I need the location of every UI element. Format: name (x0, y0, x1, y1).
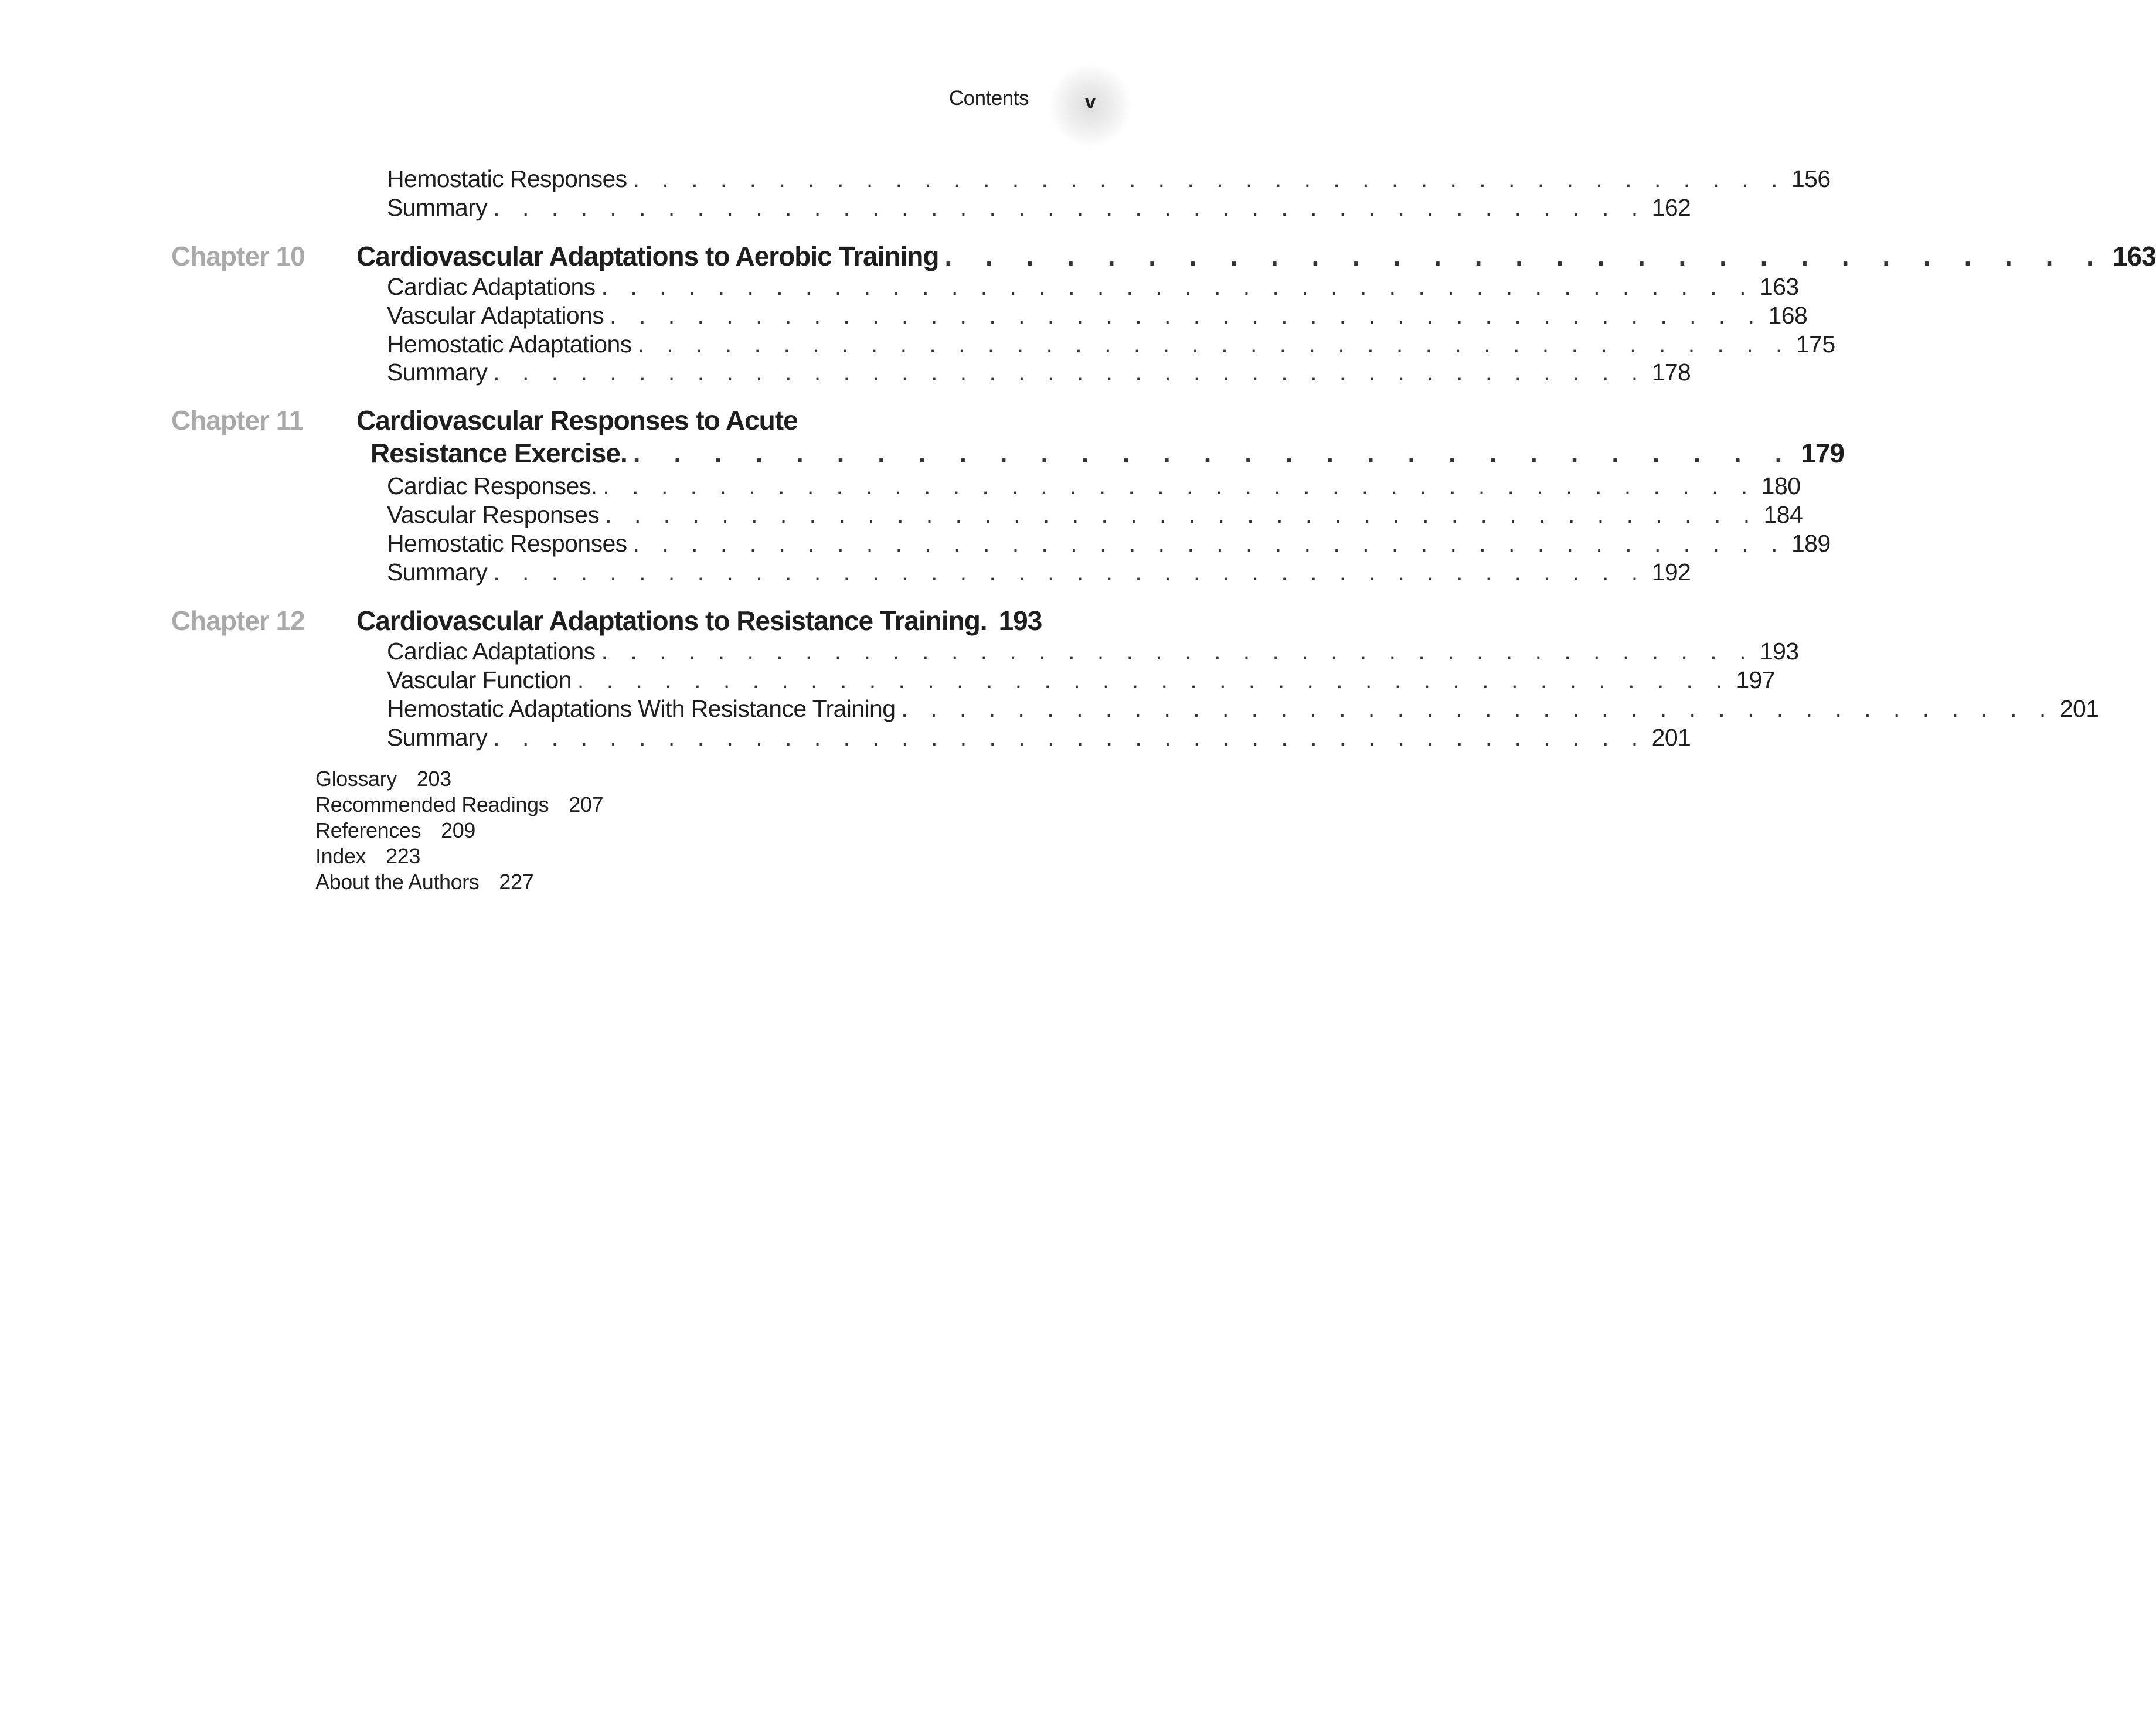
toc-entry-section[interactable] (387, 302, 1808, 329)
dot-leader: . . . . . . . . . . . . . . . . . . . . . . . . . . . . . . . . . . . . . . . . (901, 695, 2054, 722)
chapter-number: Chapter 10 (171, 241, 305, 271)
entry-page: 184 (1763, 501, 1803, 528)
entry-title: Cardiac Adaptations (387, 638, 596, 665)
dot-leader: . . . . . . . . . . . . . . . . . . . . . . . . . . . . . . . . . . . . . . . . (632, 530, 1786, 557)
entry-title: References (315, 818, 421, 842)
toc-entry-section[interactable] (387, 501, 1803, 529)
entry-title: Cardiac Adaptations (387, 273, 596, 300)
chapter-title: Cardiovascular Adaptations to Resistance Training. (356, 605, 987, 636)
entry-title: Summary (387, 559, 488, 586)
toc-entry-section[interactable] (387, 359, 1691, 386)
entry-title: Cardiac Responses. (387, 472, 597, 499)
entry-page: 189 (1791, 530, 1831, 557)
dot-leader: . . . . . . . . . . . . . . . . . . . . . . . . . . . . . . . . . . . . . . . . (637, 331, 1790, 358)
chapter-title-line-1[interactable]: Cardiovascular Responses to Acute (356, 405, 798, 435)
dot-leader: . . . . . . . . . . . . . . . . . . . . . . . . . . . . . . . . . . . . . . . . (605, 501, 1758, 528)
entry-title: About the Authors (315, 870, 480, 894)
back-matter-entry[interactable] (315, 767, 451, 791)
entry-page: 192 (1651, 559, 1691, 586)
toc-entry-section[interactable] (387, 724, 1691, 751)
back-matter-entry[interactable] (315, 870, 533, 894)
chapter-page: 163 (2112, 241, 2156, 271)
entry-page: 209 (441, 818, 475, 842)
back-matter-entry[interactable] (315, 818, 475, 843)
toc-entry-section[interactable] (387, 472, 1801, 500)
dot-leader: . . . . . . . . . . . . . . . . . . . . . . . . . . . . . . . . . . . . . . . . (493, 724, 1646, 751)
toc-entry-chapter[interactable] (356, 240, 2156, 272)
chapter-number: Chapter 12 (171, 605, 305, 636)
entry-title: Summary (387, 194, 488, 221)
dot-leader: . . . . . . . . . . . . . . . . . . . . . . . . . . . . . (632, 438, 1795, 468)
entry-title: Index (315, 844, 366, 868)
dot-leader: . . . . . . . . . . . . . . . . . . . . . . . . . . . . . (944, 241, 2107, 271)
entry-title: Vascular Adaptations (387, 302, 604, 329)
toc-entry-section[interactable] (387, 695, 2099, 723)
toc-entry-section[interactable] (387, 666, 1775, 694)
entry-page: 197 (1736, 666, 1775, 693)
running-header: Contents (948, 87, 1029, 110)
entry-title: Hemostatic Adaptations With Resistance Training (387, 695, 896, 722)
dot-leader: . . . . . . . . . . . . . . . . . . . . . . . . . . . . . . . . . . . . . . . . (493, 194, 1646, 221)
entry-page: 162 (1651, 194, 1691, 221)
entry-page: 178 (1651, 359, 1691, 386)
entry-title: Summary (387, 724, 488, 751)
entry-title: Summary (387, 359, 488, 386)
dot-leader: . . . . . . . . . . . . . . . . . . . . . . . . . . . . . . . . . . . . . . . . (610, 302, 1763, 329)
toc-entry-section[interactable] (387, 165, 1831, 193)
back-matter-entry[interactable] (315, 844, 420, 869)
toc-entry-section[interactable] (387, 559, 1691, 586)
entry-title: Recommended Readings (315, 792, 549, 816)
chapter-title: Cardiovascular Adaptations to Aerobic Training (356, 241, 939, 271)
entry-page: 168 (1768, 302, 1808, 329)
entry-page: 201 (2059, 695, 2099, 722)
entry-title: Glossary (315, 767, 397, 791)
back-matter-entry[interactable] (315, 792, 603, 817)
entry-title: Vascular Responses (387, 501, 600, 528)
dot-leader: . . . . . . . . . . . . . . . . . . . . . . . . . . . . . . . . . . . . . . . . (601, 638, 1754, 665)
toc-entry-section[interactable] (387, 194, 1691, 222)
chapter-page: 179 (1801, 438, 1844, 468)
chapter-title-line-2: Resistance Exercise. (370, 438, 627, 468)
entry-page: 203 (416, 767, 451, 791)
entry-page: 193 (1759, 638, 1799, 665)
toc-entry-section[interactable] (387, 331, 1835, 358)
entry-page: 156 (1791, 165, 1831, 192)
entry-page: 180 (1761, 472, 1801, 499)
entry-title: Vascular Function (387, 666, 572, 693)
entry-page: 201 (1651, 724, 1691, 751)
entry-title: Hemostatic Adaptations (387, 331, 632, 358)
entry-title: Hemostatic Responses (387, 530, 627, 557)
toc-entry-section[interactable] (387, 638, 1799, 665)
entry-page: 207 (569, 792, 604, 816)
dot-leader: . . . . . . . . . . . . . . . . . . . . . . . . . . . . . . . . . . . . . . . . (493, 359, 1646, 386)
entry-page: 227 (499, 870, 534, 894)
dot-leader: . . . . . . . . . . . . . . . . . . . . . . . . . . . . . . . . . . . . . . . . (493, 559, 1646, 586)
toc-entry-chapter[interactable] (356, 605, 1042, 637)
entry-title: Hemostatic Responses (387, 165, 627, 192)
chapter-page: 193 (998, 605, 1042, 636)
toc-entry-section[interactable] (387, 530, 1831, 557)
dot-leader: . . . . . . . . . . . . . . . . . . . . . . . . . . . . . . . . . . . . . . . . (632, 165, 1786, 192)
dot-leader: . . . . . . . . . . . . . . . . . . . . . . . . . . . . . . . . . . . . . . . . (603, 472, 1756, 499)
toc-entry-chapter[interactable] (370, 437, 1844, 469)
entry-page: 175 (1795, 331, 1835, 358)
page-number: v (1084, 91, 1096, 113)
chapter-number: Chapter 11 (171, 405, 304, 435)
entry-page: 223 (386, 844, 420, 868)
entry-page: 163 (1759, 273, 1799, 300)
toc-entry-section[interactable] (387, 273, 1799, 301)
dot-leader: . . . . . . . . . . . . . . . . . . . . . . . . . . . . . . . . . . . . . . . . (601, 273, 1754, 300)
dot-leader: . . . . . . . . . . . . . . . . . . . . . . . . . . . . . . . . . . . . . . . . (577, 666, 1730, 693)
